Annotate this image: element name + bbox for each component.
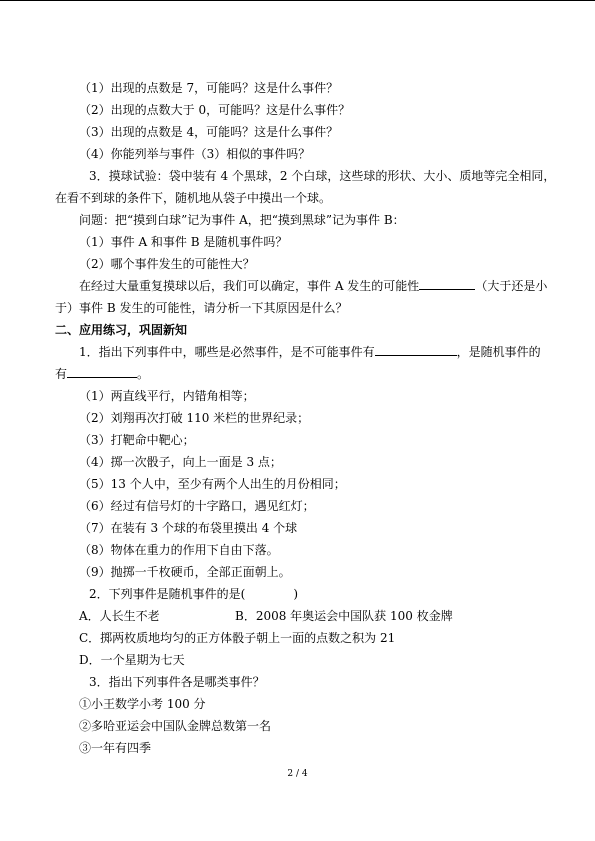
exercise-3-question: 3．指出下列事件各是哪类事件？ — [89, 675, 265, 689]
event-item: （7）在装有 3 个球的布袋里摸出 4 个球 — [79, 521, 298, 535]
event-item: （6）经过有信号灯的十字路口，遇见红灯； — [79, 499, 315, 513]
choice-d: D．一个星期为七天 — [79, 653, 185, 667]
choice-a: A．人长生不老 — [79, 609, 160, 623]
top-rule — [0, 0, 595, 1]
exercise-3-item: ②多哈亚运会中国队金牌总数第一名 — [79, 719, 272, 733]
experiment-intro: 3．摸球试验：袋中装有 4 个黑球，2 个白球，这些球的形状、大小、质地等完全相同， — [89, 169, 556, 183]
section-heading: 二、应用练习，巩固新知 — [55, 323, 188, 337]
event-item: （3）打靶命中靶心； — [79, 433, 195, 447]
exercise-2-question: 2．下列事件是随机事件的是( ) — [89, 587, 298, 601]
question-2-1: （1）事件 A 和事件 B 是随机事件吗？ — [79, 235, 288, 249]
conclusion-line-cont: 于）事件 B 发生的可能性，请分析一下其原因是什么？ — [55, 301, 348, 315]
event-item: （8）物体在重力的作用下自由下落。 — [79, 543, 279, 557]
question-prompt: 问题：把“摸到白球”记为事件 A，把“摸到黑球”记为事件 B： — [79, 213, 405, 227]
question-1-2: （2）出现的点数大于 0，可能吗？这是什么事件？ — [79, 103, 351, 117]
exercise-1-cont-after: 。 — [137, 367, 150, 381]
choice-c: C．掷两枚质地均匀的正方体骰子朝上一面的点数之积为 21 — [79, 631, 396, 645]
event-item: （5）13 个人中，至少有两个人出生的月份相同； — [79, 477, 346, 491]
question-2-2: （2）哪个事件发生的可能性大？ — [79, 257, 255, 271]
exercise-3-item: ①小王数学小考 100 分 — [79, 697, 206, 711]
choice-b: B．2008 年奥运会中国队获 100 枚金牌 — [235, 609, 453, 623]
exercise-1-cont-before: 有 — [55, 367, 68, 381]
conclusion-text-before: 在经过大量重复摸球以后，我们可以确定，事件 A 发生的可能性 — [79, 279, 420, 293]
conclusion-text-after: （大于还是小 — [475, 279, 548, 293]
exercise-1-text-before: 1．指出下列事件中，哪些是必然事件，是不可能事件有 — [79, 345, 375, 359]
event-item: （4）掷一次骰子，向上一面是 3 点； — [79, 455, 282, 469]
question-1-4: （4）你能列举与事件（3）相似的事件吗？ — [79, 147, 311, 161]
exercise-3-item: ③一年有四季 — [79, 741, 152, 755]
question-1-3: （3）出现的点数是 4，可能吗？这是什么事件？ — [79, 125, 339, 139]
exercise-1-line-cont — [55, 366, 149, 382]
event-item: （9）抛掷一千枚硬币，全部正面朝上。 — [79, 565, 291, 579]
answer-blank[interactable] — [67, 366, 137, 378]
conclusion-line — [79, 278, 547, 294]
exercise-1-line — [79, 344, 541, 360]
question-1-1: （1）出现的点数是 7，可能吗？这是什么事件？ — [79, 81, 339, 95]
answer-blank[interactable] — [419, 278, 475, 290]
answer-blank[interactable] — [375, 344, 457, 356]
event-item: （2）刘翔再次打破 110 米栏的世界纪录； — [79, 411, 310, 425]
event-item: （1）两直线平行，内错角相等； — [79, 389, 255, 403]
exercise-1-text-after: ，是随机事件的 — [456, 345, 541, 359]
experiment-intro-cont: 在看不到球的条件下，随机地从袋子中摸出一个球。 — [55, 191, 332, 205]
page-number: 2 / 4 — [287, 769, 308, 779]
